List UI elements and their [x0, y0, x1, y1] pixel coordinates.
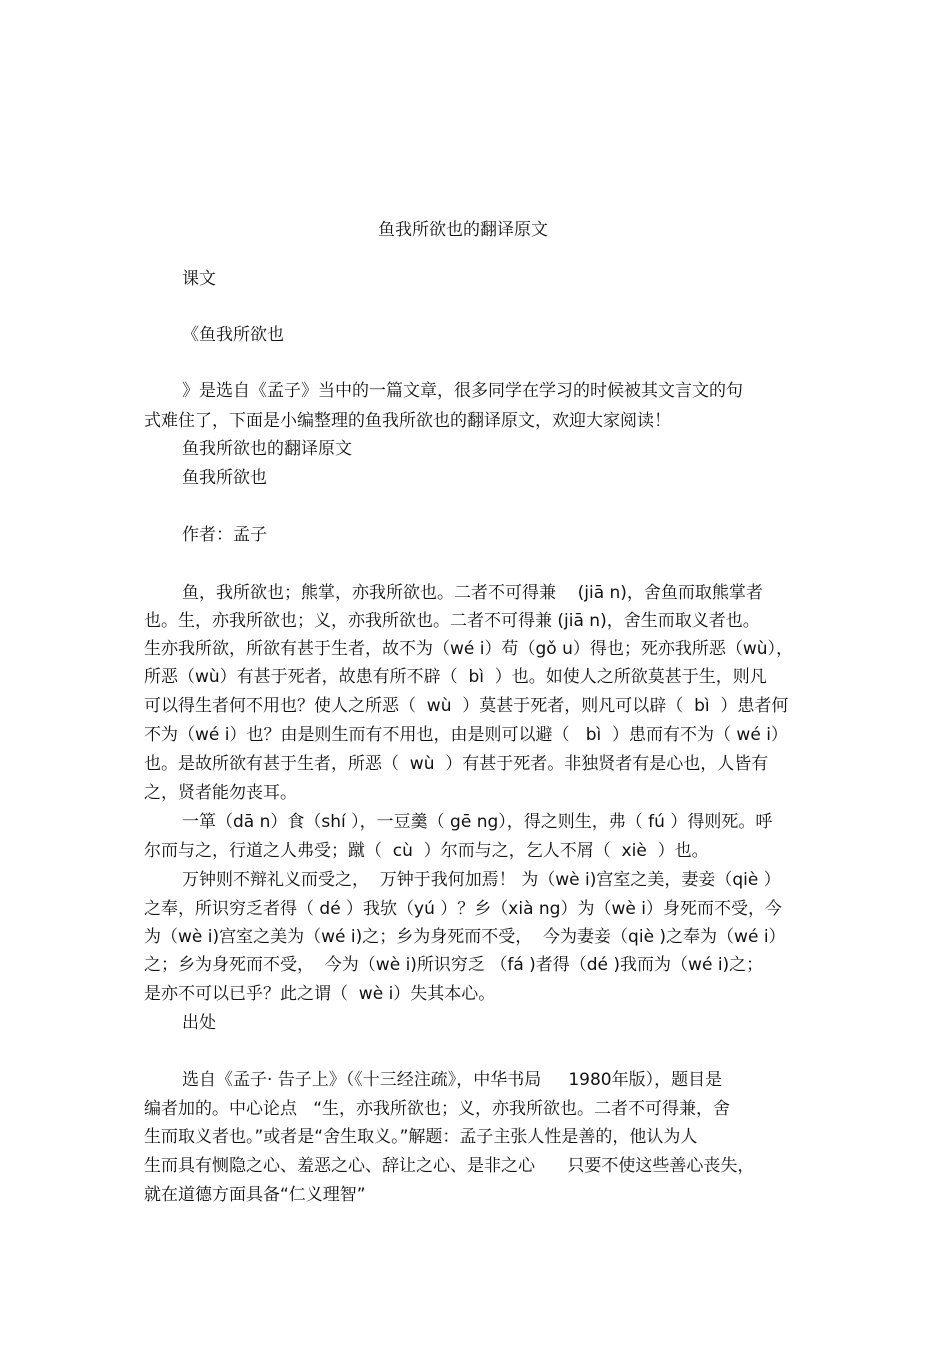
text-line: 是亦不可以已乎？此之谓（ wè i）失其本心。 — [144, 984, 496, 1004]
text-line: 鱼，我所欲也；熊掌，亦我所欲也。二者不可得兼 (jiā n)，舍鱼而取熊掌者 — [182, 583, 763, 603]
text-line: 就在道德方面具备“仁义理智” — [144, 1185, 366, 1205]
text-line: 之，贤者能勿丧耳。 — [144, 783, 297, 803]
text-line: 生而取义者也。”或者是“舍生取义。”解题：孟子主张人性是善的，他认为人 — [144, 1127, 698, 1147]
text-line: 选自《孟子· 告子上》（《十三经注疏》，中华书局 1980年版），题目是 — [182, 1070, 723, 1090]
section-heading-source: 出处 — [182, 1013, 216, 1033]
text-line: 编者加的。中心论点 “生，亦我所欲也；义，亦我所欲也。二者不可得兼，舍 — [144, 1099, 731, 1119]
intro-line: 式难住了，下面是小编整理的鱼我所欲也的翻译原文，欢迎大家阅读！ — [144, 411, 671, 431]
text-line: 为（wè i)宫室之美为（wé i)之；乡为身死而不受， 今为妻妾（qiè )之奉为（wé i） — [144, 927, 786, 947]
text-line: 也。是故所欲有甚于生者，所恶（ wù ）有甚于死者。非独贤者有是心也，人皆有 — [144, 754, 769, 774]
text-line: 尔而与之，行道之人弗受；蹴（ cù ）尔而与之，乞人不屑（ xiè ）也。 — [144, 841, 709, 861]
poem-title: 鱼我所欲也 — [182, 468, 267, 488]
text-line: 万钟则不辩礼义而受之， 万钟于我何加焉！ 为（wè i)宫室之美，妻妾（qiè ） — [182, 870, 781, 890]
text-line: 不为（wé i）也？由是则生而有不用也，由是则可以避（ bì ）患而有不为（ wé i） — [144, 725, 788, 745]
text-line: 之奉，所识穷乏者得（ dé ）我欤（yú ）？乡（xià ng）为（wè i）身死而不受，今 — [144, 899, 782, 919]
text-line: 所恶（wù）有甚于死者，故患有所不辟（ bì ）也。如使人之所欲莫甚于生，则凡 — [144, 667, 767, 687]
section-heading-text: 课文 — [182, 269, 216, 289]
text-line: 可以得生者何不用也？使人之所恶（ wù ）莫甚于死者，则凡可以辟（ bì ）患者何 — [144, 696, 789, 716]
text-line: 生亦我所欲，所欲有甚于生者，故不为（wé i）苟（gǒ u）得也；死亦我所恶（wù）， — [144, 639, 794, 659]
text-line: 之；乡为身死而不受， 今为（wè i)所识穷乏 （fá )者得（dé )我而为（wé i)之； — [144, 955, 764, 975]
intro-line: 》是选自《孟子》当中的一篇文章，很多同学在学习的时候被其文言文的句 — [182, 381, 743, 401]
text-line: 一箪（dā n）食（shí ），一豆羹（ gē ng），得之则生，弗（ fú ）得则死。呼 — [182, 812, 773, 832]
text-line: 生而具有恻隐之心、羞恶之心、辞让之心、是非之心 只要不使这些善心丧失， — [144, 1156, 755, 1176]
subheading: 鱼我所欲也的翻译原文 — [182, 439, 352, 459]
author-line: 作者：孟子 — [182, 525, 267, 545]
intro-line: 《鱼我所欲也 — [182, 325, 284, 345]
document-title: 鱼我所欲也的翻译原文 — [378, 220, 548, 240]
text-line: 也。生，亦我所欲也；义，亦我所欲也。二者不可得兼 (jiā n)，舍生而取义者也。 — [144, 611, 760, 631]
